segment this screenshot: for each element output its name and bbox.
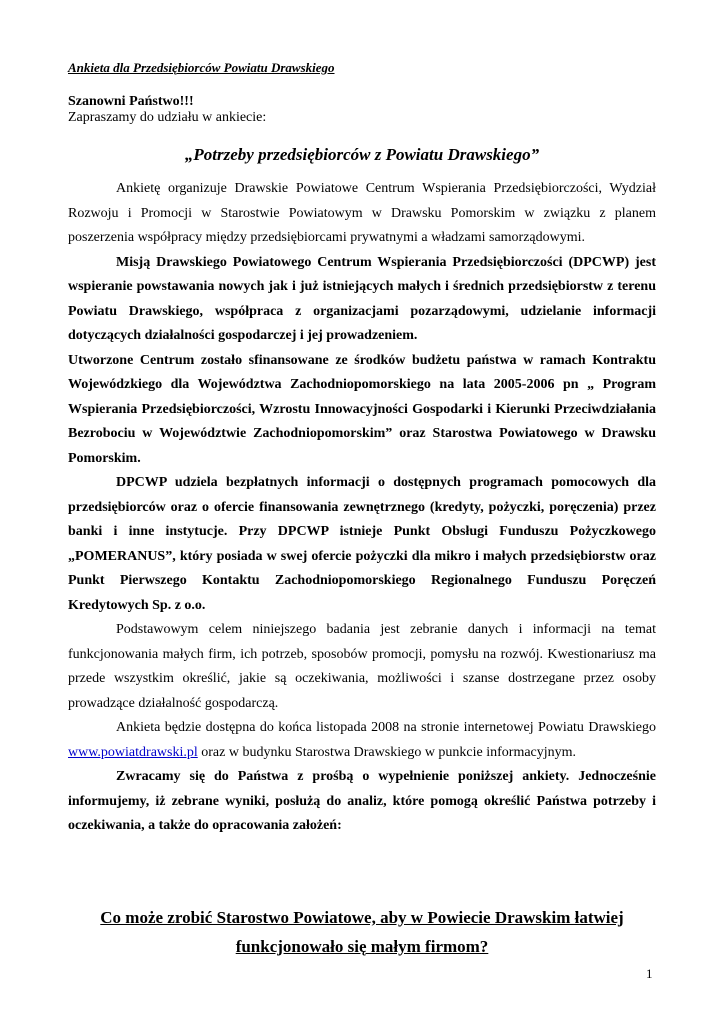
paragraph-request: Zwracamy się do Państwa z prośbą o wypełnienie poniższej ankiety. Jednocześnie informujemy, iż zebrane wyniki, posłużą do analiz, które pomogą określić Państwa potrzeby i oczekiwania, a także do opracowania założeń: xyxy=(68,769,656,833)
body-text xyxy=(68,177,656,839)
greeting: Szanowni Państwo!!! xyxy=(68,94,194,109)
document-header-title: Ankieta dla Przedsiębiorców Powiatu Drawskiego xyxy=(68,60,335,75)
paragraph-availability xyxy=(68,716,656,765)
main-question: Co może zrobić Starostwo Powiatowe, aby w Powiecie Drawskim łatwiej funkcjonowało się małym firmom? xyxy=(100,908,624,956)
availability-text-after: oraz w budynku Starostwa Drawskiego w punkcie informacyjnym. xyxy=(197,744,577,760)
paragraph-funding: Utworzone Centrum zostało sfinansowane ze środków budżetu państwa w ramach Kontraktu Wojewódzkiego dla Województwa Zachodniopomorskiego na lata 2005-2006 pn „ Program Wspierania Przedsiębiorczości, Wzrostu Innowacyjności Gospodarki i Kierunki Przeciwdziałania Bezrobociu w Województwie Zachodniopomorskim” oraz Starostwa Powiatowego w Drawsku Pomorskim. xyxy=(68,352,656,466)
paragraph-services: DPCWP udziela bezpłatnych informacji o dostępnych programach pomocowych dla przedsiębiorców oraz o ofercie finansowania zewnętrznego (kredyty, pożyczki, poręczenia) przez banki i inne instytucje. Przy DPCWP istnieje Punkt Obsługi Funduszu Pożyczkowego „POMERANUS”, który posiada w swej ofercie pożyczki dla mikro i małych przedsiębiorstw oraz Punkt Pierwszego Kontaktu Zachodniopomorskiego Regionalnego Funduszu Poręczeń Kredytowych Sp. z o.o. xyxy=(68,475,656,613)
paragraph-organizer: Ankietę organizuje Drawskie Powiatowe Centrum Wspierania Przedsiębiorczości, Wydział Rozwoju i Promocji w Starostwie Powiatowym w Drawsku Pomorskim w związku z planem poszerzenia współpracy między przedsiębiorcami prywatnymi a władzami samorządowymi. xyxy=(68,181,656,245)
paragraph-mission: Misją Drawskiego Powiatowego Centrum Wspierania Przedsiębiorczości (DPCWP) jest wspieranie powstawania nowych jak i już istniejących małych i średnich przedsiębiorstw z terenu Powiatu Drawskiego, współpraca z organizacjami pozarządowymi, udzielanie informacji dotyczących działalności gospodarczej i jej prowadzeniem. xyxy=(68,254,656,343)
availability-text-before: Ankieta będzie dostępna do końca listopada 2008 na stronie internetowej Powiatu Drawskiego xyxy=(116,720,656,735)
page-number: 1 xyxy=(646,966,653,981)
paragraph-purpose: Podstawowym celem niniejszego badania jest zebranie danych i informacji na temat funkcjonowania małych firm, ich potrzeb, sposobów promocji, pomysłu na rozwój. Kwestionariusz ma przede wszystkim określić, jakie są oczekiwania, możliwości i szanse dostrzegane przez osoby prowadzące działalność gospodarczą. xyxy=(68,622,656,711)
website-link[interactable]: www.powiatdrawski.pl xyxy=(68,744,198,760)
survey-title: „Potrzeby przedsiębiorców z Powiatu Drawskiego” xyxy=(184,145,540,164)
invitation-line: Zapraszamy do udziału w ankiecie: xyxy=(68,110,267,125)
